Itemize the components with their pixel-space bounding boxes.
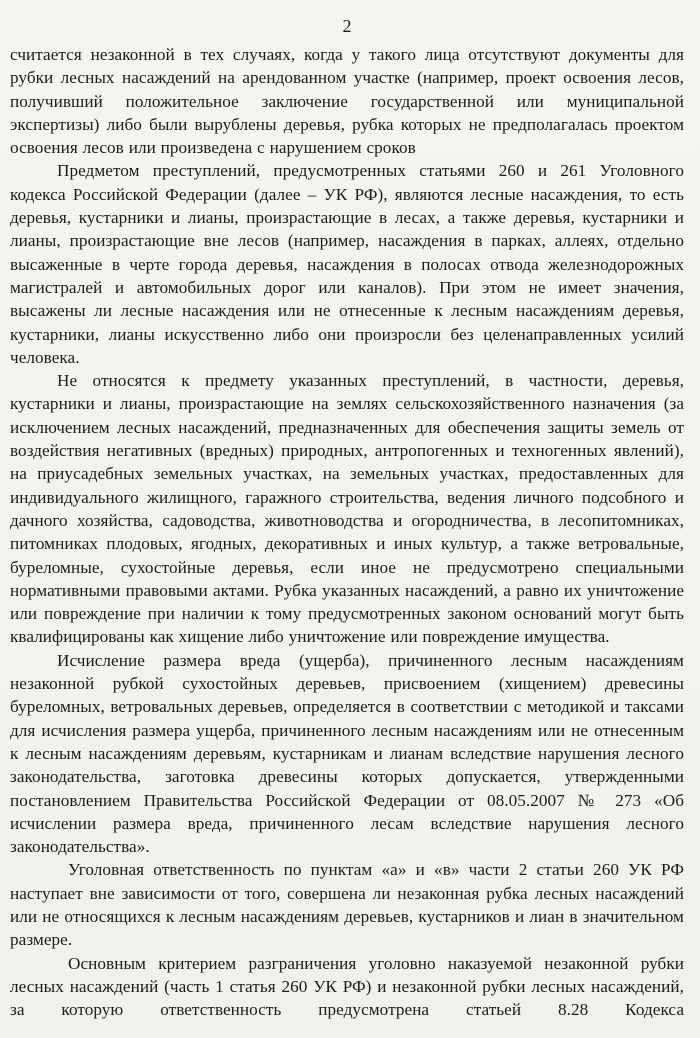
paragraph-main-criterion: Основным критерием разграничения уголовно наказуемой незаконной рубки лесных насаждений (часть 1 статья 260 УК РФ) и незаконной рубки лесных насаждений, за которую ответственность предусмотрена статьей 8.28 Кодекса [10,953,684,1020]
paragraph-criminal-liability: Уголовная ответственность по пунктам «а» и «в» части 2 статьи 260 УК РФ наступает вне зависимости от того, совершена ли незаконная рубка лесных насаждений или не относящихся к лесным насаждениям деревьев, кустарников и лиан в значительном размере. [10,860,684,950]
page-number: 2 [342,16,352,36]
paragraph-subject-of-crime: Предметом преступлений, предусмотренных статьями 260 и 261 Уголовного кодекса Российской Федерации (далее – УК РФ), являются лесные насаждения, то есть деревья, кустарники и лианы, произрастающие в лесах, а также деревья, кустарники и лианы, произрастающие вне лесов (например, насаждения в парках, аллеях, отдельно высаженные в черте города деревья, насаждения в полосах отвода железнодорожных магистралей и автомобильных дорог или каналов). При этом не имеет значения, высажены ли лесные насаждения или не отнесенные к лесным насаждениям деревья, кустарники, лианы искусственно либо они произросли без целенаправленных усилий человека. [10,161,684,367]
paragraph-damage-calculation: Исчисление размера вреда (ущерба), причиненного лесным насаждениям незаконной рубкой сухостойных деревьев, присвоением (хищением) древесины буреломных, ветровальных деревьев, определяется в соответствии с методикой и таксами для исчисления размера ущерба, причиненного лесным насаждениям или не отнесенным к лесным насаждениям деревьям, кустарникам и лианам вследствие нарушения лесного законодательства, заготовка древесины которых допускается, утвержденными постановлением Правительства Российской Федерации от 08.05.2007 № 273 «Об исчислении размера вреда, причиненного лесам вследствие нарушения лесного законодательства». [10,650,684,857]
paragraph-exclusions: Не относятся к предмету указанных преступлений, в частности, деревья, кустарники и лианы, произрастающие на землях сельскохозяйственного назначения (за исключением лесных насаждений, предназначенных для обеспечения защиты земель от воздействия негативных (вредных) природных, антропогенных и техногенных явлений), на приусадебных земельных участках, на земельных участках, предоставленных для индивидуального жилищного, гаражного строительства, ведения личного подсобного и дачного хозяйства, садоводства, животноводства и огородничества, в лесопитомниках, питомниках плодовых, ягодных, декоративных и иных культур, а также ветровальные, буреломные, сухостойные деревья, если иное не предусмотрено специальными нормативными правовыми актами. Рубка указанных насаждений, а равно их уничтожение или повреждение при наличии к тому предусмотренных законом оснований могут быть квалифицированы как хищение либо уничтожение или повреждение имущества. [10,371,684,647]
paragraph-continuation: считается незаконной в тех случаях, когда у такого лица отсутствуют документы для рубки лесных насаждений на арендованном участке (например, проект освоения лесов, получивший положительное заключение государственной или муниципальной экспертизы) либо были вырублены деревья, рубка которых не предполагалась проектом освоения лесов или произведена с нарушением сроков [10,45,684,158]
